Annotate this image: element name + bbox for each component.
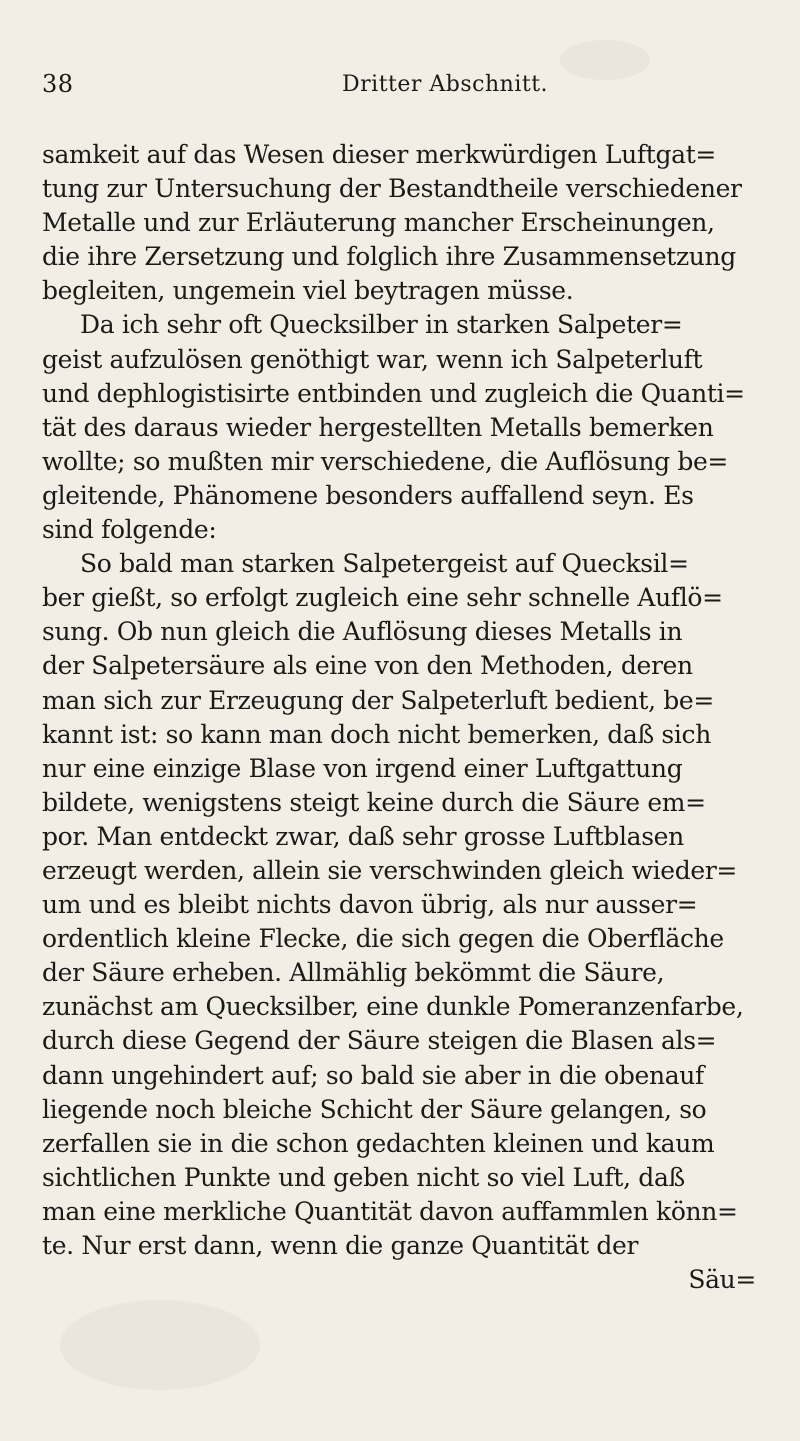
- text-line: te. Nur erst dann, wenn die ganze Quantität der: [42, 1231, 639, 1260]
- text-line: sichtlichen Punkte und geben nicht so viel Luft, daß: [42, 1162, 685, 1192]
- text-line: sind folgende:: [42, 515, 217, 545]
- text-line: tät des daraus wieder hergestellten Metalls bemerken: [42, 412, 714, 442]
- text-line: die ihre Zersetzung und folglich ihre Zusammensetzung: [42, 242, 736, 272]
- body-text: [42, 138, 764, 1297]
- text-line: man eine merkliche Quantität davon auffammlen könn=: [42, 1196, 738, 1226]
- text-line: Metalle und zur Erläuterung mancher Erscheinungen,: [42, 208, 715, 238]
- text-line: man sich zur Erzeugung der Salpeterluft bedient, be=: [42, 685, 714, 715]
- text-line: gleitende, Phänomene besonders auffallend seyn. Es: [42, 480, 694, 510]
- paper-stain: [60, 1300, 260, 1390]
- text-line: um und es bleibt nichts davon übrig, als nur ausser=: [42, 890, 698, 920]
- text-line: liegende noch bleiche Schicht der Säure gelangen, so: [42, 1094, 707, 1124]
- text-line: erzeugt werden, allein sie verschwinden gleich wieder=: [42, 855, 738, 885]
- text-line: der Säure erheben. Allmählig bekömmt die Säure,: [42, 958, 665, 988]
- catchword: Säu=: [688, 1265, 756, 1295]
- text-line: ber gießt, so erfolgt zugleich eine sehr schnelle Auflö=: [42, 583, 723, 613]
- text-line: kannt ist: so kann man doch nicht bemerken, daß sich: [42, 719, 711, 749]
- running-head: Dritter Abschnitt.: [342, 72, 549, 97]
- text-line: samkeit auf das Wesen dieser merkwürdigen Luftgat=: [42, 140, 717, 169]
- text-line: wollte; so mußten mir verschiedene, die Auflösung be=: [42, 446, 729, 476]
- text-line: bildete, wenigstens steigt keine durch die Säure em=: [42, 787, 706, 817]
- text-line: zerfallen sie in die schon gedachten kleinen und kaum: [42, 1128, 715, 1158]
- text-line: Da ich sehr oft Quecksilber in starken Salpeter=: [80, 310, 683, 340]
- text-line: So bald man starken Salpetergeist auf Quecksil=: [80, 549, 689, 579]
- text-line: nur eine einzige Blase von irgend einer Luftgattung: [42, 753, 683, 783]
- text-line: por. Man entdeckt zwar, daß sehr grosse Luftblasen: [42, 821, 684, 851]
- text-line: geist aufzulösen genöthigt war, wenn ich Salpeterluft: [42, 344, 703, 374]
- text-line: dann ungehindert auf; so bald sie aber in die obenauf: [42, 1060, 704, 1090]
- text-line: ordentlich kleine Flecke, die sich gegen die Oberfläche: [42, 924, 724, 954]
- page-number: 38: [42, 70, 74, 98]
- text-line: und dephlogistisirte entbinden und zugleich die Quanti=: [42, 378, 745, 408]
- text-line: der Salpetersäure als eine von den Methoden, deren: [42, 651, 693, 681]
- text-line: durch diese Gegend der Säure steigen die Blasen als=: [42, 1026, 717, 1056]
- text-line: tung zur Untersuchung der Bestandtheile verschiedener: [42, 174, 742, 204]
- text-line: sung. Ob nun gleich die Auflösung dieses Metalls in: [42, 617, 683, 647]
- text-line: zunächst am Quecksilber, eine dunkle Pomeranzenfarbe,: [42, 992, 744, 1022]
- page-header: [42, 70, 758, 110]
- text-line: begleiten, ungemein viel beytragen müsse.: [42, 276, 574, 306]
